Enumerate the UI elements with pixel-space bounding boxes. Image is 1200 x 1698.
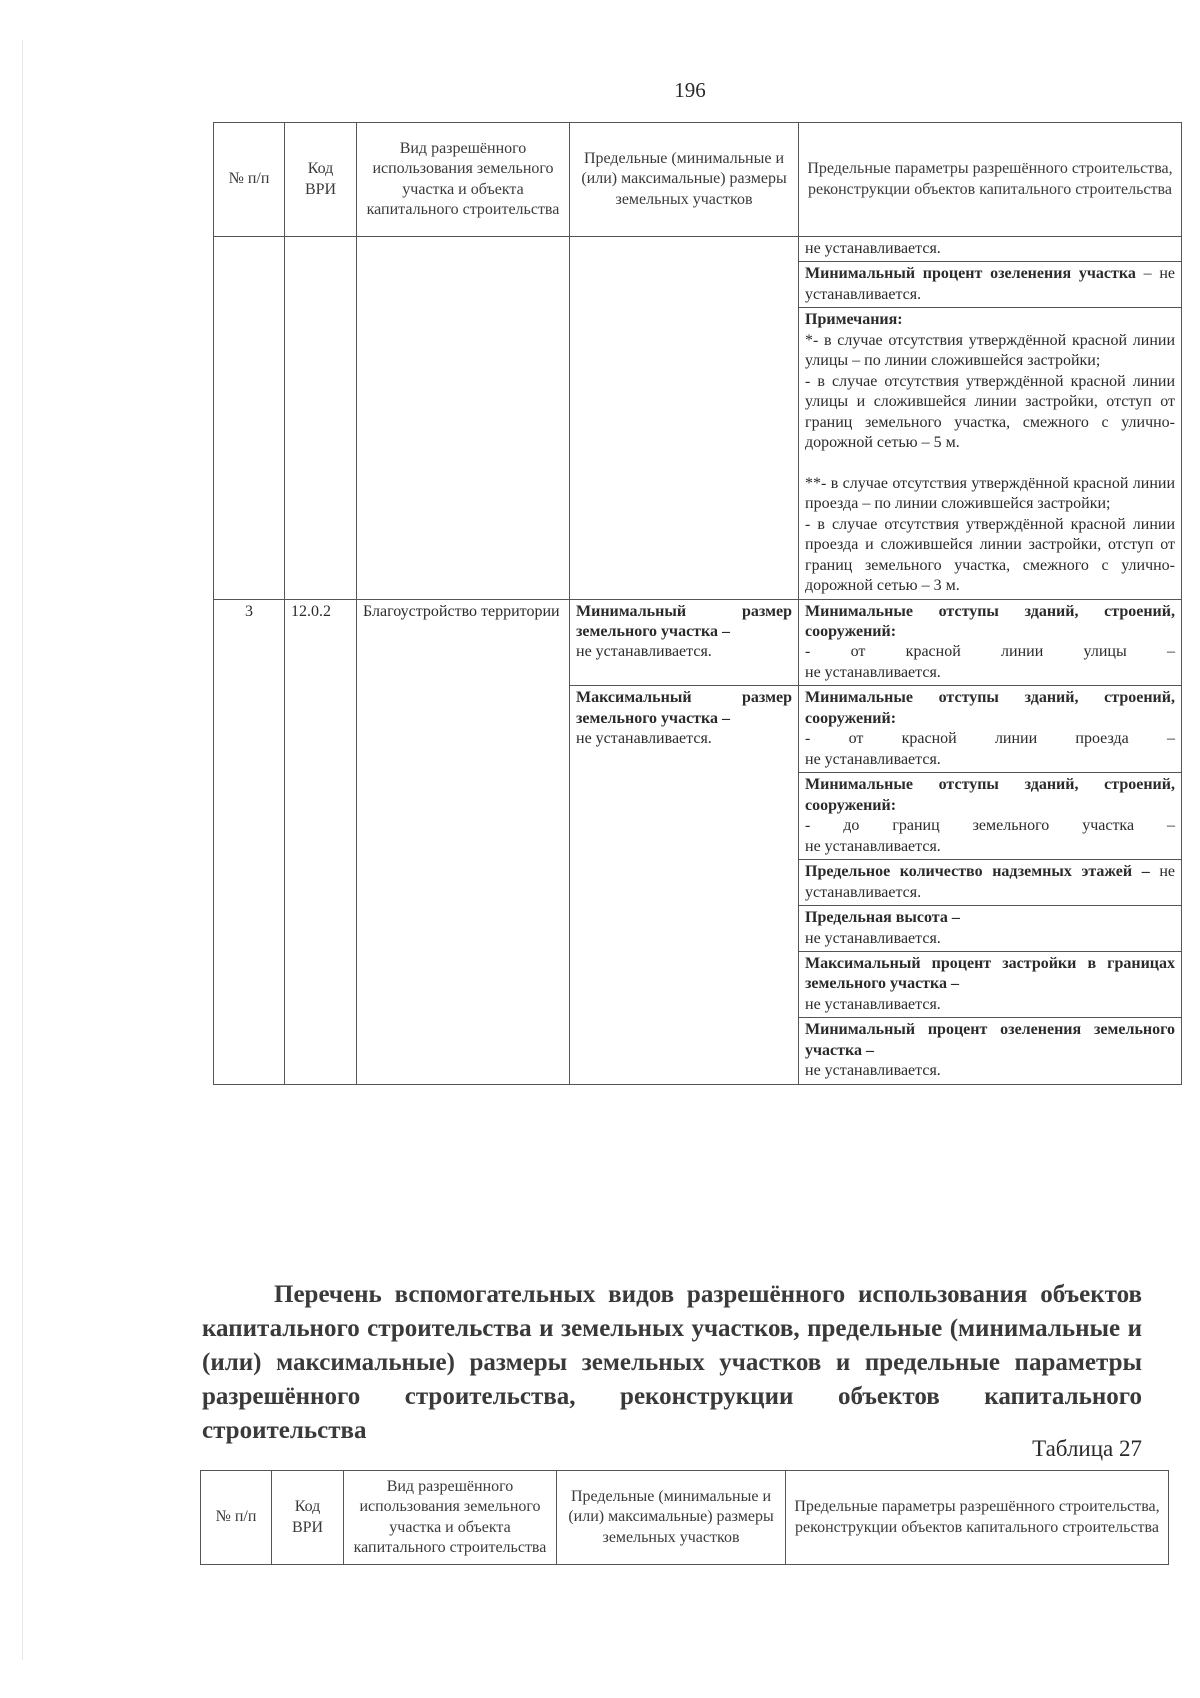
- param-value: не устанавливается.: [805, 663, 941, 681]
- header-code: Код ВРИ: [272, 1471, 344, 1565]
- param-cell: [799, 952, 1182, 1018]
- max-size-cell: [570, 686, 799, 1084]
- cell-code: 12.0.2: [285, 599, 357, 1084]
- param-line: - от красной линии улицы –: [805, 643, 1175, 661]
- param-heading: Предельная высота –: [805, 909, 960, 927]
- note-item: **- в случае отсутствия утверждённой красной линии проезда – по линии сложившейся застройки;: [805, 474, 1175, 513]
- notes-title: Примечания:: [805, 311, 903, 329]
- param-heading: Минимальный процент озеленения земельного участка –: [805, 1021, 1175, 1059]
- section-title: Перечень вспомогательных видов разрешённого использования объектов капитального строительства и земельных участков, предельные (минимальные и (или) максимальные) размеры земельных участков и предельные параметры разрешённого строительства, реконструкции объектов капитального строительства: [202, 1281, 1142, 1444]
- table-row: [214, 237, 1182, 262]
- cell-sizes-cont: [570, 237, 799, 600]
- auxiliary-uses-table: [200, 1470, 1169, 1565]
- header-sizes: Предельные (минимальные и (или) максимальные) размеры земельных участков: [570, 123, 799, 237]
- header-params: Предельные параметры разрешённого строительства, реконструкции объектов капитального строительства: [786, 1471, 1169, 1565]
- note-item: - в случае отсутствия утверждённой красной линии проезда и сложившейся линии застройки, отступ от границ земельного участка, смежного с улично-дорожной сетью – 3 м.: [805, 515, 1175, 595]
- header-code: Код ВРИ: [285, 123, 357, 237]
- table-caption: Таблица 27: [1032, 1436, 1142, 1461]
- regulations-table: [213, 122, 1182, 1085]
- param-text: не устанавливается.: [805, 240, 941, 257]
- param-line: - до границ земельного участка –: [805, 817, 1175, 835]
- param-heading: Максимальный процент застройки в границах земельного участка –: [805, 955, 1175, 993]
- cell-num: 3: [214, 599, 285, 1084]
- max-size-value: не устанавливается.: [576, 730, 712, 748]
- param-value: не устанавливается.: [805, 1062, 941, 1080]
- scan-margin-line: [22, 40, 23, 1660]
- param-text: – не устанавливается.: [805, 265, 1175, 303]
- notes-cell: [799, 308, 1182, 599]
- cell-vri-cont: [357, 237, 570, 600]
- header-num: № п/п: [201, 1471, 272, 1565]
- header-vri: Вид разрешённого использования земельного участка и объекта капитального строительства: [344, 1471, 557, 1565]
- param-cell: [799, 860, 1182, 906]
- header-vri: Вид разрешённого использования земельного участка и объекта капитального строительства: [357, 123, 570, 237]
- param-cell: [799, 686, 1182, 773]
- param-heading: Минимальный процент озеленения участка: [805, 265, 1136, 283]
- param-line: - от красной линии проезда –: [805, 730, 1175, 748]
- param-cell: [799, 773, 1182, 860]
- param-cell: [799, 906, 1182, 952]
- param-heading: Минимальные отступы зданий, строений, сооружений:: [805, 776, 1175, 814]
- note-item: *- в случае отсутствия утверждённой красной линии улицы – по линии сложившейся застройки;: [805, 331, 1175, 370]
- cell-code-cont: [285, 237, 357, 600]
- min-size-cell: [570, 599, 799, 686]
- table-header-row: [214, 123, 1182, 237]
- param-heading: Предельное количество надземных этажей –: [805, 863, 1150, 881]
- param-cell: [799, 262, 1182, 308]
- param-heading: Минимальные отступы зданий, строений, сооружений:: [805, 602, 1175, 640]
- param-value: не устанавливается.: [805, 863, 1175, 901]
- table-row: [214, 599, 1182, 686]
- header-num: № п/п: [214, 123, 285, 237]
- cell-vri: Благоустройство территории: [357, 599, 570, 1084]
- param-cell: [799, 599, 1182, 686]
- table-header-row: [201, 1471, 1169, 1565]
- note-item: - в случае отсутствия утверждённой красной линии улицы и сложившейся линии застройки, отступ от границ земельного участка, смежного с улично-дорожной сетью – 5 м.: [805, 372, 1175, 452]
- max-size-heading: Максимальный размер земельного участка –: [576, 689, 792, 727]
- param-value: не устанавливается.: [805, 837, 941, 855]
- param-value: не устанавливается.: [805, 929, 941, 947]
- min-size-value: не устанавливается.: [576, 643, 712, 661]
- param-cell: [799, 1018, 1182, 1084]
- cell-num-cont: [214, 237, 285, 600]
- header-params: Предельные параметры разрешённого строительства, реконструкции объектов капитального строительства: [799, 123, 1182, 237]
- param-value: не устанавливается.: [805, 750, 941, 768]
- param-value: не устанавливается.: [805, 995, 941, 1013]
- page-number: 196: [674, 78, 706, 102]
- param-cell: [799, 237, 1182, 262]
- header-sizes: Предельные (минимальные и (или) максимальные) размеры земельных участков: [557, 1471, 786, 1565]
- min-size-heading: Минимальный размер земельного участка –: [576, 602, 792, 640]
- param-heading: Минимальные отступы зданий, строений, сооружений:: [805, 689, 1175, 727]
